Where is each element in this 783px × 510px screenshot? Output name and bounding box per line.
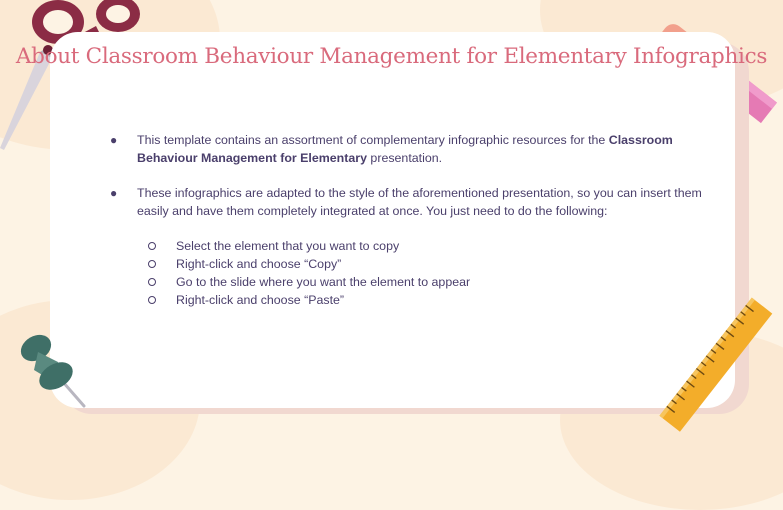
step-text: Right-click and choose “Paste” <box>176 293 345 307</box>
paragraph-2-text: These infographics are adapted to the style of the aforementioned presentation, so you can insert them easily and have them completely integrated at once. You just need to do the following: <box>137 186 702 218</box>
circle-bullet-icon <box>148 260 156 268</box>
paragraph-1-tail: presentation. <box>366 151 443 165</box>
paragraph-1-text: This template contains an assortment of complementary infographic resources for the <box>137 133 609 147</box>
bullet-icon: ● <box>110 133 118 147</box>
list-item <box>110 291 710 309</box>
step-text: Right-click and choose “Copy” <box>176 257 342 271</box>
step-text: Select the element that you want to copy <box>176 239 400 253</box>
page-title: About Classroom Behaviour Management for Elementary Infographics <box>15 44 768 69</box>
step-text: Go to the slide where you want the element to appear <box>176 275 471 289</box>
push-pin-icon <box>14 326 94 416</box>
paragraph-1-bold: Classroom Behaviour Management for Elementary <box>137 133 673 165</box>
paragraph-1 <box>110 131 710 167</box>
circle-bullet-icon <box>148 278 156 286</box>
circle-bullet-icon <box>148 296 156 304</box>
paragraph-2 <box>110 184 710 220</box>
slide-content <box>110 131 710 309</box>
list-item <box>110 237 710 255</box>
list-item <box>110 255 710 273</box>
steps-list <box>110 237 710 309</box>
circle-bullet-icon <box>148 242 156 250</box>
list-item <box>110 273 710 291</box>
ruler-icon <box>650 296 775 440</box>
bullet-icon: ● <box>110 186 118 200</box>
